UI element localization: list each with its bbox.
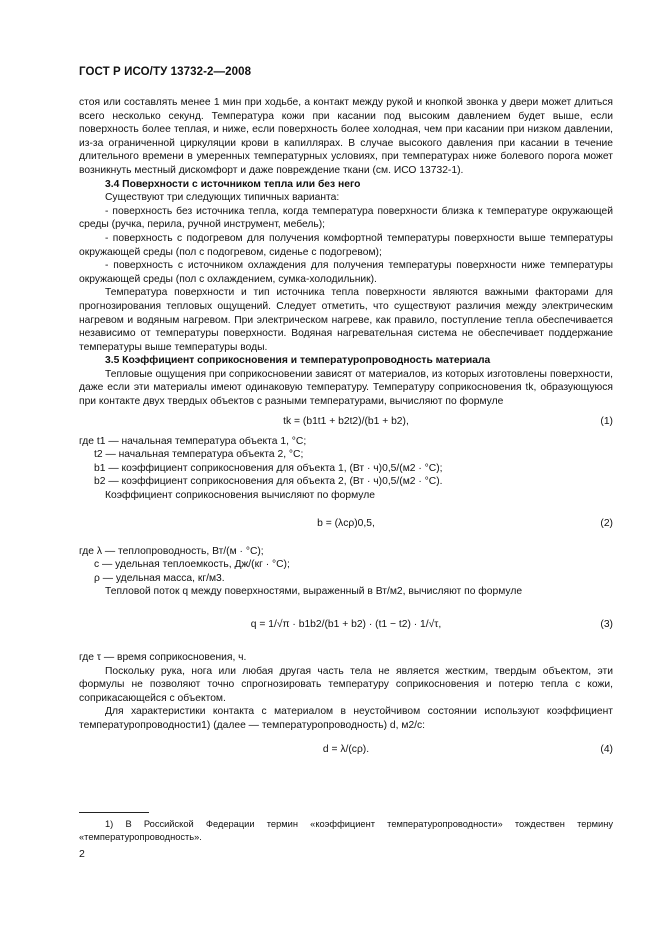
- section-heading-3-4: 3.4 Поверхности с источником тепла или без него: [105, 178, 361, 190]
- definitions-list-1: [79, 435, 613, 489]
- definition-item: ρ — удельная масса, кг/м3.: [94, 572, 225, 584]
- paragraph: Для характеристики контакта с материалом в неустойчивом состоянии используют коэффициент температуропроводности1) (далее — температуропроводность) d, м2/с:: [79, 706, 613, 731]
- formula-4-expression: d = λ/(cρ).: [322, 743, 370, 755]
- footnote-divider: [79, 812, 149, 813]
- formula-3: [79, 607, 613, 643]
- formula-1: [79, 415, 613, 429]
- list-item: - поверхность с подогревом для получения комфортной температуры поверхности выше температуры окружающей среды (пол с подогревом, сиденье с подогревом);: [79, 232, 613, 258]
- definition-item: где λ — теплопроводность, Вт/(м · °С);: [79, 545, 264, 557]
- footnote: 1) В Российской Федерации термин «коэффициент температуропроводности» тождествен термину «температуропроводность».: [79, 819, 613, 842]
- formula-2-number: (2): [600, 517, 613, 529]
- paragraph: Тепловые ощущения при соприкосновении зависят от материалов, из которых изготовлены поверхности, даже если эти материалы имеют одинаковую температуру. Температуру соприкосновения tk, образующуюся при контакте двух твердых объектов с разными температурами, вычисляют по формуле: [79, 368, 613, 408]
- paragraph: Существуют три следующих типичных варианта:: [105, 192, 340, 204]
- paragraph: стоя или составлять менее 1 мин при ходьбе, а контакт между рукой и кнопкой звонка у двери может длиться всего несколько секунд. Температура кожи при касании под высоким давлением будет выше, если поверхность более теплая, и ниже, если поверхность более холодная, чем при касании при низком давлении, из-за ограниченной циркуляции крови в капиллярах. В случае высокого давления при касании в течение длительного времени в умеренных температурных условиях, при температурах ниже болевого порога может возникнуть местный дискомфорт и даже повреждение ткани (см. ИСО 13732-1).: [79, 97, 613, 176]
- paragraph: Поскольку рука, нога или любая другая часть тела не является жестким, твердым объектом, эти формулы не позволяют точно спрогнозировать температуру соприкосновения и потерю тепла с кожи, соприкасающейся с объектом.: [79, 665, 613, 704]
- body-text: [79, 96, 613, 757]
- formula-2-expression: b = (λcρ)0,5,: [317, 517, 375, 529]
- definition-item: t2 — начальная температура объекта 2, °С;: [94, 449, 304, 461]
- section-heading-3-5: 3.5 Коэффициент соприкосновения и температуропроводность материала: [105, 355, 491, 367]
- paragraph: Тепловой поток q между поверхностями, выраженный в Вт/м2, вычисляют по формуле: [105, 586, 523, 598]
- definition-item: b2 — коэффициент соприкосновения для объекта 2, (Вт · ч)0,5/(м2 · °С).: [94, 476, 443, 488]
- definition-item: c — удельная теплоемкость, Дж/(кг · °С);: [94, 559, 290, 571]
- formula-1-expression: tk = (b1t1 + b2t2)/(b1 + b2),: [283, 415, 409, 427]
- definitions-list-3: [79, 651, 613, 665]
- formula-4: [79, 743, 613, 757]
- formula-3-expression: q = 1/√π · b1b2/(b1 + b2) · (t1 − t2) · 1/√τ,: [250, 619, 442, 630]
- formula-3-number: (3): [600, 619, 613, 630]
- definition-item: где τ — время соприкосновения, ч.: [79, 652, 247, 663]
- formula-1-number: (1): [600, 415, 613, 427]
- paragraph: Температура поверхности и тип источника тепла поверхности являются важными факторами для прогнозирования тепловых ощущений. Следует отметить, что существуют различия между электрическим нагревом и водяным нагревом. При электрическом нагреве, как правило, поступление тепла обеспечивается независимо от температуры поверхности. Водяная нагревательная система не обеспечивает поддержание температуры выше температуры воды.: [79, 287, 613, 353]
- list-item: - поверхность с источником охлаждения для получения температуры поверхности ниже температуры окружающей среды (пол с охлаждением, сумка-холодильник).: [79, 260, 613, 285]
- definitions-list-2: [79, 545, 613, 586]
- page-number: 2: [79, 848, 85, 860]
- formula-2: [79, 517, 613, 531]
- list-item: - поверхность без источника тепла, когда температура поверхности близка к температуре окружающей среды (ручка, перила, ручной инструмент, мебель);: [79, 205, 613, 231]
- definition-item: b1 — коэффициент соприкосновения для объекта 1, (Вт · ч)0,5/(м2 · °С);: [94, 462, 443, 474]
- formula-4-number: (4): [600, 743, 613, 755]
- definition-item: где t1 — начальная температура объекта 1, °С;: [79, 435, 307, 447]
- document-header: ГОСТ Р ИСО/ТУ 13732-2—2008: [79, 66, 252, 78]
- paragraph: Коэффициент соприкосновения вычисляют по формуле: [105, 490, 375, 502]
